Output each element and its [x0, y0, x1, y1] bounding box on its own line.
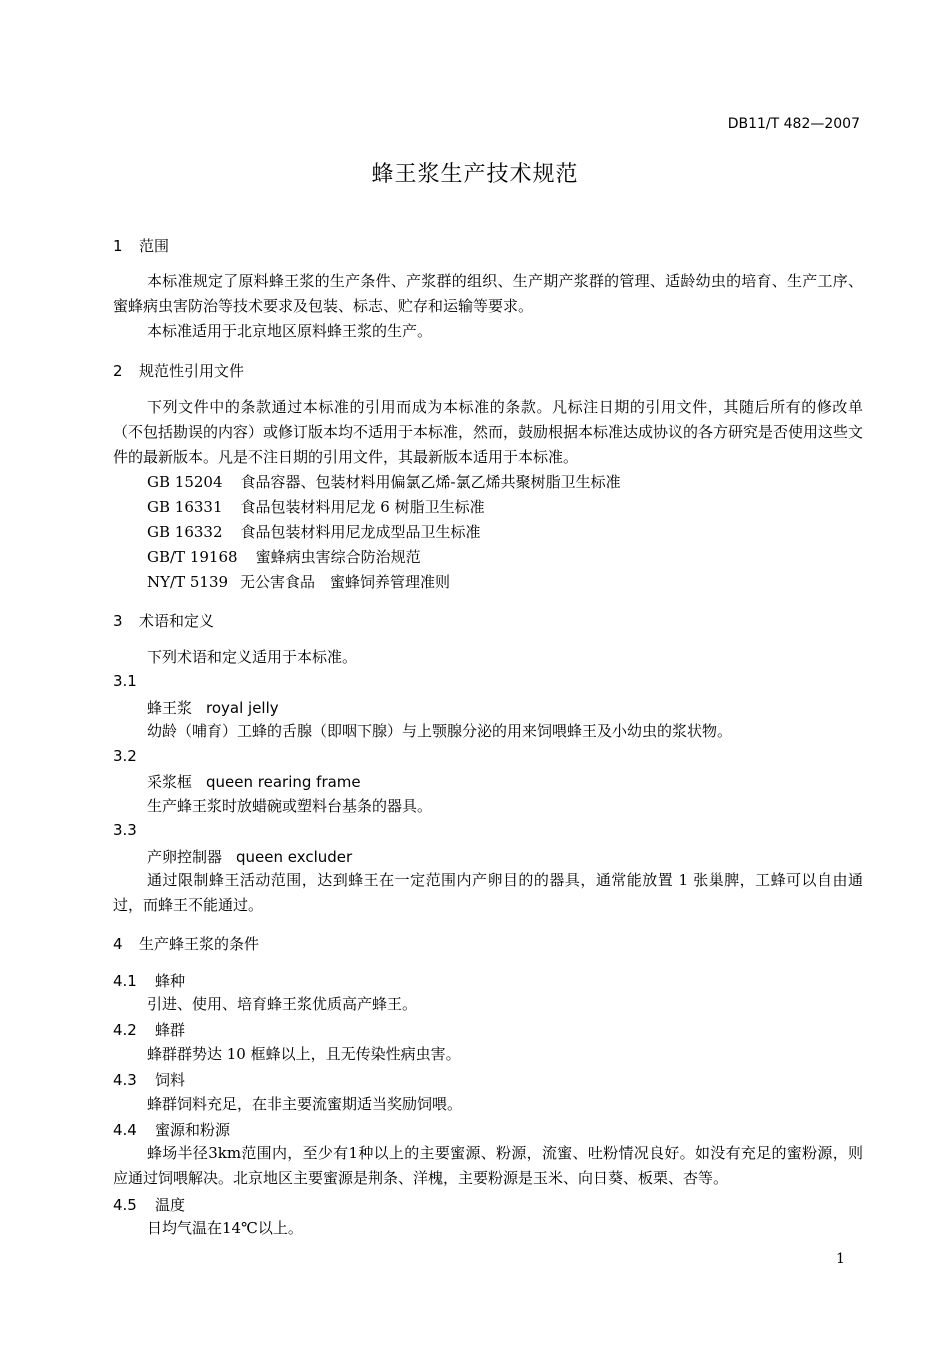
- subsection-number: 4.5: [113, 1196, 137, 1214]
- subsection-heading: [113, 970, 185, 991]
- section-heading-1: [113, 235, 169, 256]
- subsection-text: 蜂场半径3km范围内，至少有1种以上的主要蜜源、粉源，流蜜、吐粉情况良好。如没有充足的蜜粉源，则应通过饲喂解决。北京地区主要蜜源是荆条、洋槐，主要粉源是玉米、向日葵、板栗、杏等。: [113, 1144, 863, 1187]
- section-number: 3: [113, 612, 123, 630]
- subsection-number: 4.3: [113, 1071, 137, 1089]
- subsection-number: 4.1: [113, 972, 137, 990]
- term-zh: 采浆框: [147, 773, 193, 791]
- standard-number: DB11/T 482—2007: [727, 116, 860, 132]
- section-number: 1: [113, 237, 123, 255]
- subsection-title: 蜜源和粉源: [155, 1121, 231, 1139]
- subsection-text: 引进、使用、培育蜂王浆优质高产蜂王。: [147, 995, 418, 1013]
- term-number: 3.1: [113, 672, 137, 690]
- term-en: queen rearing frame: [206, 773, 361, 791]
- subsection-heading: [113, 1194, 185, 1215]
- subsection-title: 蜂群: [155, 1021, 186, 1039]
- subsection-title: 温度: [155, 1196, 186, 1214]
- reference-code: GB 16332: [147, 523, 223, 541]
- term-definition: 通过限制蜂王活动范围，达到蜂王在一定范围内产卵目的的器具，通常能放置 1 张巢脾，工蜂可以自由通过，而蜂王不能通过。: [113, 871, 863, 914]
- reference-code: GB 15204: [147, 473, 223, 491]
- section-heading-3: [113, 610, 214, 631]
- subsection-number: 4.2: [113, 1021, 137, 1039]
- reference-code: GB/T 19168: [147, 548, 238, 566]
- reference-name: 食品容器、包装材料用偏氯乙烯-氯乙烯共聚树脂卫生标准: [240, 473, 621, 491]
- reference-code: GB 16331: [147, 498, 223, 516]
- term-title: [147, 846, 352, 867]
- section-heading-2: [113, 360, 244, 381]
- term-title: [147, 771, 361, 792]
- term-definition: 生产蜂王浆时放蜡碗或塑料台基条的器具。: [147, 797, 433, 815]
- subsection-heading: [113, 1069, 185, 1090]
- term-zh: 蜂王浆: [147, 699, 193, 717]
- section-number: 4: [113, 935, 123, 953]
- section-number: 2: [113, 362, 123, 380]
- reference-item: [147, 570, 450, 595]
- term-title: [147, 697, 279, 718]
- reference-name: 食品包装材料用尼龙 6 树脂卫生标准: [240, 498, 485, 516]
- scope-paragraph: 本标准规定了原料蜂王浆的生产条件、产浆群的组织、生产期产浆群的管理、适龄幼虫的培育、生产工序、蜜蜂病虫害防治等技术要求及包装、标志、贮存和运输等要求。: [113, 272, 863, 315]
- reference-item: [147, 470, 621, 495]
- reference-name: 蜜蜂病虫害综合防治规范: [255, 548, 421, 566]
- term-number: 3.3: [113, 821, 137, 839]
- term-en: queen excluder: [236, 848, 353, 866]
- subsection-heading: [113, 1119, 230, 1140]
- section-heading-4: [113, 933, 259, 954]
- subsection-title: 蜂种: [155, 972, 186, 990]
- section-title: 规范性引用文件: [139, 362, 245, 380]
- subsection-title: 饲料: [155, 1071, 186, 1089]
- section-title: 术语和定义: [139, 612, 215, 630]
- scope-applicability: 本标准适用于北京地区原料蜂王浆的生产。: [147, 322, 433, 340]
- reference-item: [147, 520, 481, 545]
- term-en: royal jelly: [206, 699, 279, 717]
- page-title: 蜂王浆生产技术规范: [371, 162, 579, 187]
- section-title: 生产蜂王浆的条件: [139, 935, 260, 953]
- section-title: 范围: [139, 237, 170, 255]
- term-zh: 产卵控制器: [147, 848, 223, 866]
- reference-code: NY/T 5139: [147, 573, 229, 591]
- terms-intro: 下列术语和定义适用于本标准。: [147, 648, 358, 666]
- subsection-text: 蜂群群势达 10 框蜂以上，且无传染性病虫害。: [147, 1045, 461, 1063]
- reference-item: [147, 495, 485, 520]
- reference-name: 无公害食品 蜜蜂饲养管理准则: [240, 573, 451, 591]
- reference-item: [147, 545, 421, 570]
- term-definition: 幼龄（哺育）工蜂的舌腺（即咽下腺）与上颚腺分泌的用来饲喂蜂王及小幼虫的浆状物。: [147, 722, 733, 740]
- term-number: 3.2: [113, 747, 137, 765]
- subsection-text: 蜂群饲料充足，在非主要流蜜期适当奖励饲喂。: [147, 1095, 463, 1113]
- subsection-number: 4.4: [113, 1121, 137, 1139]
- subsection-heading: [113, 1019, 185, 1040]
- normative-references-paragraph: 下列文件中的条款通过本标准的引用而成为本标准的条款。凡标注日期的引用文件，其随后所有的修改单（不包括勘误的内容）或修订版本均不适用于本标准，然而，鼓励根据本标准达成协议的各方研究是否使用这些文件的最新版本。凡是不注日期的引用文件，其最新版本适用于本标准。: [113, 398, 864, 466]
- page-number: 1: [836, 1251, 845, 1267]
- subsection-text: 日均气温在14℃以上。: [147, 1219, 303, 1237]
- reference-name: 食品包装材料用尼龙成型品卫生标准: [240, 523, 481, 541]
